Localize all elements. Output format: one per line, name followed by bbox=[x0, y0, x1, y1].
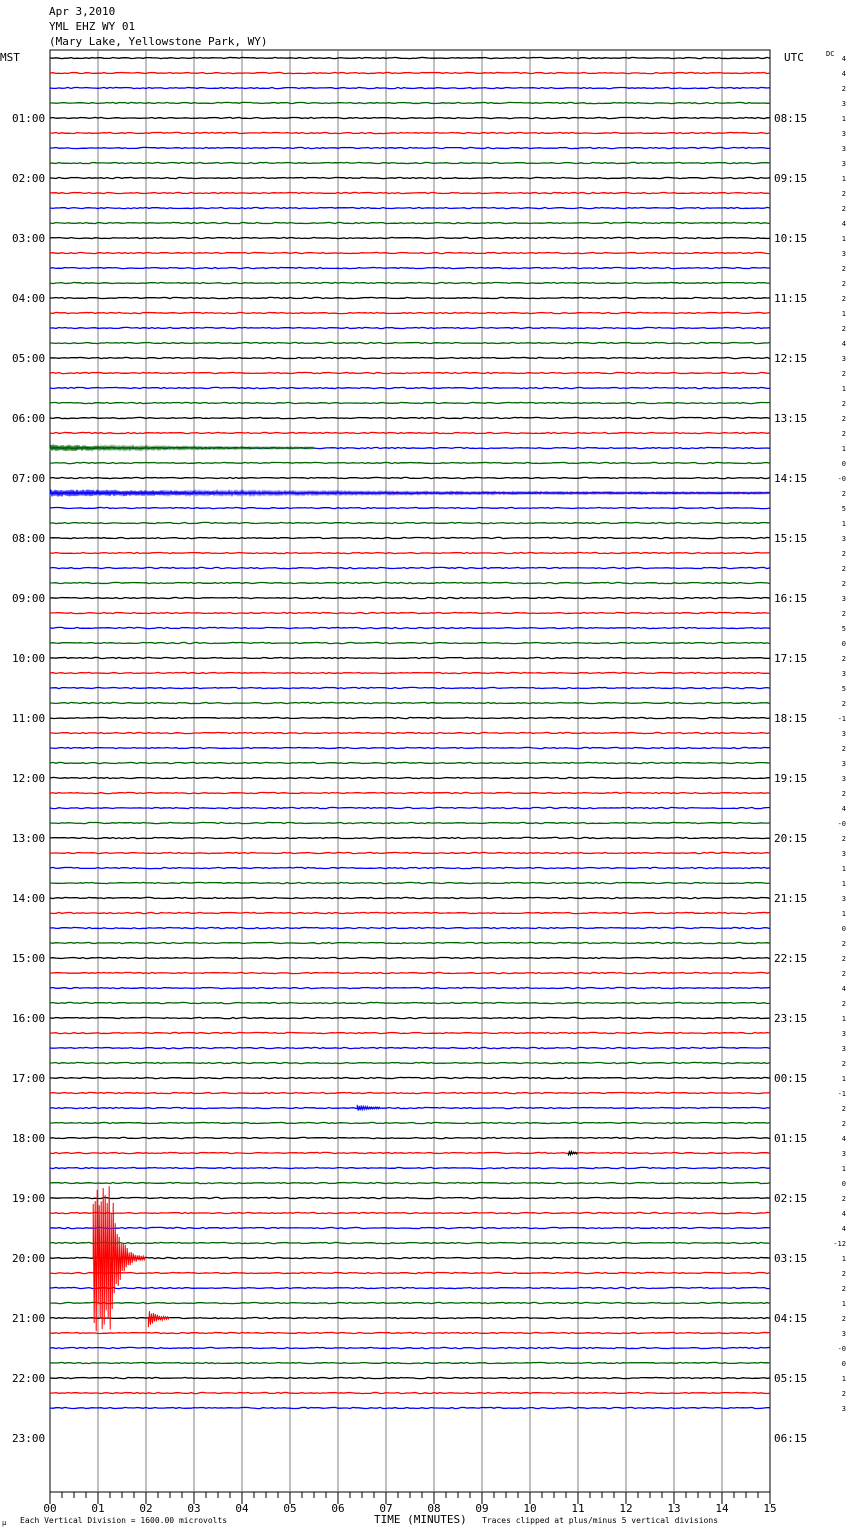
dc-offset-value: 2 bbox=[841, 415, 846, 423]
dc-offset-value: 4 bbox=[841, 55, 846, 63]
dc-offset-value: 1 bbox=[841, 1075, 846, 1083]
seismic-trace bbox=[50, 1242, 770, 1243]
dc-offset-value: 4 bbox=[841, 985, 846, 993]
hour-label-utc: 20:15 bbox=[774, 832, 808, 845]
seismic-trace bbox=[50, 117, 770, 118]
dc-offset-value: 2 bbox=[841, 280, 846, 288]
dc-offset-value: 3 bbox=[841, 1045, 846, 1053]
hour-label-mst: 11:00 bbox=[12, 712, 46, 725]
x-tick-label: 04 bbox=[235, 1502, 249, 1515]
dc-offset-value: 3 bbox=[841, 850, 846, 858]
dc-offset-value: 2 bbox=[841, 325, 846, 333]
clip-note: Traces clipped at plus/minus 5 vertical divisions bbox=[482, 1516, 719, 1525]
dc-offset-value: 3 bbox=[841, 145, 846, 153]
hour-label-mst: 18:00 bbox=[12, 1132, 46, 1145]
hour-label-mst: 03:00 bbox=[12, 232, 46, 245]
dc-offset-value: -0 bbox=[837, 1345, 846, 1353]
seismic-trace bbox=[50, 357, 770, 358]
hour-label-mst: 15:00 bbox=[12, 952, 46, 965]
dc-offset-value: 1 bbox=[841, 1255, 846, 1263]
seismic-trace bbox=[50, 1107, 770, 1108]
seismic-trace bbox=[50, 822, 770, 823]
hour-label-utc: 00:15 bbox=[774, 1072, 808, 1085]
x-tick-label: 03 bbox=[187, 1502, 201, 1515]
dc-offset-value: 3 bbox=[841, 535, 846, 543]
seismic-trace bbox=[50, 867, 770, 868]
seismic-trace bbox=[50, 1017, 770, 1018]
dc-label: DC bbox=[826, 50, 835, 58]
seismic-trace bbox=[50, 1182, 770, 1183]
seismic-trace bbox=[50, 57, 770, 58]
seismic-trace bbox=[50, 312, 770, 313]
seismic-trace bbox=[50, 657, 770, 658]
seismic-trace bbox=[50, 387, 770, 388]
seismic-trace bbox=[50, 642, 770, 643]
left-timezone-label: MST bbox=[0, 51, 20, 64]
hour-label-mst: 13:00 bbox=[12, 832, 46, 845]
x-tick-label: 15 bbox=[763, 1502, 777, 1515]
dc-offset-value: 2 bbox=[841, 265, 846, 273]
seismic-trace bbox=[50, 612, 770, 613]
x-tick-label: 13 bbox=[667, 1502, 681, 1515]
seismic-trace bbox=[50, 777, 770, 778]
seismic-trace bbox=[50, 282, 770, 283]
seismic-trace bbox=[50, 177, 770, 178]
dc-offset-value: 2 bbox=[841, 790, 846, 798]
dc-offset-value: 4 bbox=[841, 1225, 846, 1233]
dc-offset-value: 1 bbox=[841, 445, 846, 453]
seismic-trace bbox=[50, 1032, 770, 1033]
seismic-trace bbox=[50, 1137, 770, 1138]
hour-label-mst: 10:00 bbox=[12, 652, 46, 665]
dc-offset-value: 2 bbox=[841, 490, 846, 498]
x-tick-label: 00 bbox=[43, 1502, 57, 1515]
dc-offset-value: 3 bbox=[841, 775, 846, 783]
seismic-trace bbox=[50, 462, 770, 463]
dc-offset-value: 2 bbox=[841, 565, 846, 573]
x-tick-label: 09 bbox=[475, 1502, 489, 1515]
dc-offset-value: 5 bbox=[841, 685, 846, 693]
seismic-trace bbox=[50, 702, 770, 703]
seismic-trace bbox=[50, 1287, 770, 1288]
seismic-trace bbox=[50, 252, 770, 253]
seismic-trace bbox=[50, 927, 770, 928]
seismic-trace bbox=[50, 1047, 770, 1048]
dc-offset-value: 2 bbox=[841, 190, 846, 198]
x-tick-label: 11 bbox=[571, 1502, 585, 1515]
dc-offset-value: 2 bbox=[841, 1120, 846, 1128]
hour-label-mst: 23:00 bbox=[12, 1432, 46, 1445]
seismic-trace bbox=[50, 342, 770, 343]
dc-offset-value: 4 bbox=[841, 805, 846, 813]
dc-offset-value: 1 bbox=[841, 1015, 846, 1023]
dc-offset-value: 3 bbox=[841, 895, 846, 903]
hour-label-utc: 06:15 bbox=[774, 1432, 808, 1445]
dc-offset-value: -1 bbox=[837, 715, 846, 723]
seismic-trace bbox=[50, 267, 770, 268]
seismic-trace bbox=[50, 1302, 770, 1303]
hour-label-utc: 08:15 bbox=[774, 112, 808, 125]
seismic-trace bbox=[50, 207, 770, 208]
x-tick-label: 08 bbox=[427, 1502, 441, 1515]
hour-label-mst: 21:00 bbox=[12, 1312, 46, 1325]
dc-offset-value: 4 bbox=[841, 1135, 846, 1143]
seismic-trace bbox=[50, 192, 770, 193]
hour-label-utc: 05:15 bbox=[774, 1372, 808, 1385]
seismic-trace bbox=[50, 477, 770, 478]
seismic-trace bbox=[50, 1092, 770, 1093]
dc-offset-value: 1 bbox=[841, 1375, 846, 1383]
seismic-trace bbox=[50, 327, 770, 328]
x-axis-title: TIME (MINUTES) bbox=[374, 1513, 467, 1526]
seismic-trace bbox=[50, 507, 770, 508]
seismic-trace bbox=[50, 1167, 770, 1168]
dc-offset-value: 2 bbox=[841, 970, 846, 978]
hour-label-utc: 16:15 bbox=[774, 592, 808, 605]
dc-offset-value: 1 bbox=[841, 520, 846, 528]
hour-label-mst: 06:00 bbox=[12, 412, 46, 425]
x-tick-label: 12 bbox=[619, 1502, 633, 1515]
x-tick-label: 05 bbox=[283, 1502, 297, 1515]
dc-offset-value: 2 bbox=[841, 1315, 846, 1323]
dc-offset-value: 2 bbox=[841, 940, 846, 948]
seismic-trace bbox=[50, 717, 770, 718]
dc-offset-value: 1 bbox=[841, 310, 846, 318]
seismic-trace bbox=[50, 1212, 770, 1213]
seismic-trace bbox=[50, 297, 770, 298]
seismic-trace bbox=[50, 1002, 770, 1003]
seismic-trace bbox=[50, 942, 770, 943]
dc-offset-value: 3 bbox=[841, 760, 846, 768]
seismic-trace bbox=[50, 1332, 770, 1333]
seismic-trace bbox=[50, 1122, 770, 1123]
seismic-trace bbox=[50, 837, 770, 838]
dc-offset-value: 2 bbox=[841, 1060, 846, 1068]
dc-offset-value: 2 bbox=[841, 745, 846, 753]
dc-offset-value: 3 bbox=[841, 670, 846, 678]
dc-offset-value: 1 bbox=[841, 1300, 846, 1308]
dc-offset-value: -1 bbox=[837, 1090, 846, 1098]
hour-label-mst: 05:00 bbox=[12, 352, 46, 365]
dc-offset-value: 3 bbox=[841, 160, 846, 168]
dc-offset-value: 3 bbox=[841, 355, 846, 363]
dc-offset-value: 2 bbox=[841, 580, 846, 588]
dc-offset-value: 0 bbox=[841, 640, 846, 648]
dc-offset-value: 2 bbox=[841, 1195, 846, 1203]
seismic-trace bbox=[50, 1362, 770, 1363]
label-layer bbox=[0, 50, 846, 1527]
hour-label-utc: 22:15 bbox=[774, 952, 808, 965]
seismic-trace bbox=[50, 432, 770, 433]
dc-offset-value: 2 bbox=[841, 205, 846, 213]
dc-offset-value: 3 bbox=[841, 1150, 846, 1158]
seismic-trace bbox=[50, 537, 770, 538]
seismic-trace bbox=[50, 87, 770, 88]
x-tick-label: 14 bbox=[715, 1502, 729, 1515]
hour-label-mst: 17:00 bbox=[12, 1072, 46, 1085]
dc-offset-value: 2 bbox=[841, 835, 846, 843]
dc-offset-value: 0 bbox=[841, 925, 846, 933]
seismic-trace bbox=[50, 162, 770, 163]
dc-offset-value: 2 bbox=[841, 955, 846, 963]
right-timezone-label: UTC bbox=[784, 51, 804, 64]
seismic-trace bbox=[50, 567, 770, 568]
seismic-trace bbox=[50, 147, 770, 148]
hour-label-utc: 15:15 bbox=[774, 532, 808, 545]
hour-label-utc: 14:15 bbox=[774, 472, 808, 485]
dc-offset-value: 2 bbox=[841, 1390, 846, 1398]
dc-offset-value: 2 bbox=[841, 370, 846, 378]
hour-label-mst: 20:00 bbox=[12, 1252, 46, 1265]
x-tick-label: 07 bbox=[379, 1502, 393, 1515]
seismic-event bbox=[148, 1311, 169, 1327]
dc-offset-value: 1 bbox=[841, 880, 846, 888]
dc-offset-value: 4 bbox=[841, 1210, 846, 1218]
dc-offset-value: 3 bbox=[841, 730, 846, 738]
hour-label-utc: 18:15 bbox=[774, 712, 808, 725]
seismic-trace bbox=[50, 1407, 770, 1408]
dc-offset-value: 3 bbox=[841, 1330, 846, 1338]
dc-offset-value: 2 bbox=[841, 655, 846, 663]
dc-offset-value: 2 bbox=[841, 400, 846, 408]
x-tick-label: 02 bbox=[139, 1502, 153, 1515]
dc-offset-value: 2 bbox=[841, 1105, 846, 1113]
seismic-trace bbox=[50, 1257, 770, 1258]
seismic-trace bbox=[50, 972, 770, 973]
corner-mark: μ bbox=[2, 1519, 7, 1527]
seismic-trace bbox=[50, 552, 770, 553]
dc-offset-value: 5 bbox=[841, 505, 846, 513]
seismic-trace bbox=[50, 1062, 770, 1063]
hour-label-mst: 14:00 bbox=[12, 892, 46, 905]
seismic-trace bbox=[50, 132, 770, 133]
dc-offset-value: 1 bbox=[841, 235, 846, 243]
seismic-event bbox=[568, 1151, 577, 1156]
dc-offset-value: 2 bbox=[841, 1270, 846, 1278]
header-date: Apr 3,2010 bbox=[49, 5, 116, 18]
hour-label-mst: 22:00 bbox=[12, 1372, 46, 1385]
dc-offset-value: 2 bbox=[841, 1000, 846, 1008]
seismic-trace bbox=[50, 1197, 770, 1198]
hour-label-utc: 04:15 bbox=[774, 1312, 808, 1325]
dc-offset-value: 3 bbox=[841, 595, 846, 603]
hour-label-mst: 09:00 bbox=[12, 592, 46, 605]
dc-offset-value: 4 bbox=[841, 70, 846, 78]
dc-offset-value: 2 bbox=[841, 610, 846, 618]
dc-offset-value: 4 bbox=[841, 220, 846, 228]
seismic-trace bbox=[50, 912, 770, 913]
seismic-trace bbox=[50, 882, 770, 883]
x-tick-label: 10 bbox=[523, 1502, 537, 1515]
trace-layer bbox=[50, 57, 770, 1408]
dc-offset-value: -0 bbox=[837, 820, 846, 828]
seismic-trace bbox=[50, 1077, 770, 1078]
seismic-trace bbox=[50, 672, 770, 673]
header-location: (Mary Lake, Yellowstone Park, WY) bbox=[49, 35, 268, 48]
seismic-trace bbox=[50, 897, 770, 898]
hour-label-mst: 12:00 bbox=[12, 772, 46, 785]
seismic-trace bbox=[50, 1272, 770, 1273]
dc-offset-value: 3 bbox=[841, 100, 846, 108]
seismic-event bbox=[357, 1105, 380, 1111]
seismic-trace bbox=[50, 687, 770, 688]
hour-label-utc: 02:15 bbox=[774, 1192, 808, 1205]
seismic-trace bbox=[50, 762, 770, 763]
hour-label-utc: 03:15 bbox=[774, 1252, 808, 1265]
seismic-trace bbox=[50, 102, 770, 103]
seismic-trace bbox=[50, 372, 770, 373]
hour-label-utc: 21:15 bbox=[774, 892, 808, 905]
hour-label-utc: 12:15 bbox=[774, 352, 808, 365]
header-station: YML EHZ WY 01 bbox=[49, 20, 136, 33]
hour-label-mst: 08:00 bbox=[12, 532, 46, 545]
hour-label-mst: 19:00 bbox=[12, 1192, 46, 1205]
dc-offset-value: 0 bbox=[841, 460, 846, 468]
dc-offset-value: 1 bbox=[841, 175, 846, 183]
seismic-trace bbox=[50, 627, 770, 628]
seismic-trace bbox=[50, 597, 770, 598]
dc-offset-value: 0 bbox=[841, 1360, 846, 1368]
dc-offset-value: 3 bbox=[841, 1405, 846, 1413]
dc-offset-value: 1 bbox=[841, 115, 846, 123]
hour-label-mst: 16:00 bbox=[12, 1012, 46, 1025]
seismic-trace bbox=[50, 957, 770, 958]
hour-label-utc: 19:15 bbox=[774, 772, 808, 785]
x-tick-label: 06 bbox=[331, 1502, 345, 1515]
dc-offset-value: 2 bbox=[841, 85, 846, 93]
dc-offset-value: 1 bbox=[841, 910, 846, 918]
seismic-trace bbox=[50, 852, 770, 853]
dc-offset-value: 2 bbox=[841, 1285, 846, 1293]
dc-offset-value: -0 bbox=[837, 475, 846, 483]
dc-offset-value: 5 bbox=[841, 625, 846, 633]
hour-label-mst: 01:00 bbox=[12, 112, 46, 125]
plot-frame bbox=[50, 50, 770, 1492]
hour-label-utc: 10:15 bbox=[774, 232, 808, 245]
hour-label-mst: 04:00 bbox=[12, 292, 46, 305]
dc-offset-value: 1 bbox=[841, 1165, 846, 1173]
seismic-trace bbox=[50, 522, 770, 523]
dc-offset-value: 3 bbox=[841, 250, 846, 258]
dc-offset-value: 0 bbox=[841, 1180, 846, 1188]
scale-note: Each Vertical Division = 1600.00 microvolts bbox=[20, 1516, 228, 1525]
seismic-trace bbox=[50, 747, 770, 748]
hour-label-utc: 11:15 bbox=[774, 292, 808, 305]
dc-offset-value: 3 bbox=[841, 1030, 846, 1038]
seismic-trace bbox=[50, 237, 770, 238]
seismic-trace bbox=[50, 1227, 770, 1228]
seismic-trace bbox=[50, 1347, 770, 1348]
seismic-trace bbox=[50, 222, 770, 223]
dc-offset-value: 1 bbox=[841, 385, 846, 393]
dc-offset-value: 1 bbox=[841, 865, 846, 873]
seismic-event bbox=[93, 1186, 145, 1331]
hour-label-utc: 23:15 bbox=[774, 1012, 808, 1025]
seismic-trace bbox=[50, 1152, 770, 1153]
x-tick-label: 01 bbox=[91, 1502, 105, 1515]
dc-offset-value: 2 bbox=[841, 430, 846, 438]
hour-label-mst: 07:00 bbox=[12, 472, 46, 485]
dc-offset-value: 2 bbox=[841, 295, 846, 303]
dc-offset-value: -12 bbox=[833, 1240, 846, 1248]
seismic-trace bbox=[50, 987, 770, 988]
seismic-trace bbox=[50, 402, 770, 403]
hour-label-utc: 01:15 bbox=[774, 1132, 808, 1145]
hour-label-mst: 02:00 bbox=[12, 172, 46, 185]
dc-offset-value: 4 bbox=[841, 340, 846, 348]
seismic-trace bbox=[50, 807, 770, 808]
hour-label-utc: 09:15 bbox=[774, 172, 808, 185]
dc-offset-value: 2 bbox=[841, 700, 846, 708]
seismic-trace bbox=[50, 417, 770, 418]
hour-label-utc: 17:15 bbox=[774, 652, 808, 665]
seismic-trace bbox=[50, 732, 770, 733]
seismic-trace bbox=[50, 72, 770, 73]
hour-label-utc: 13:15 bbox=[774, 412, 808, 425]
dc-offset-value: 2 bbox=[841, 550, 846, 558]
seismic-trace bbox=[50, 792, 770, 793]
seismic-trace bbox=[50, 582, 770, 583]
seismic-trace bbox=[50, 1377, 770, 1378]
dc-offset-value: 3 bbox=[841, 130, 846, 138]
seismic-trace bbox=[50, 1392, 770, 1393]
